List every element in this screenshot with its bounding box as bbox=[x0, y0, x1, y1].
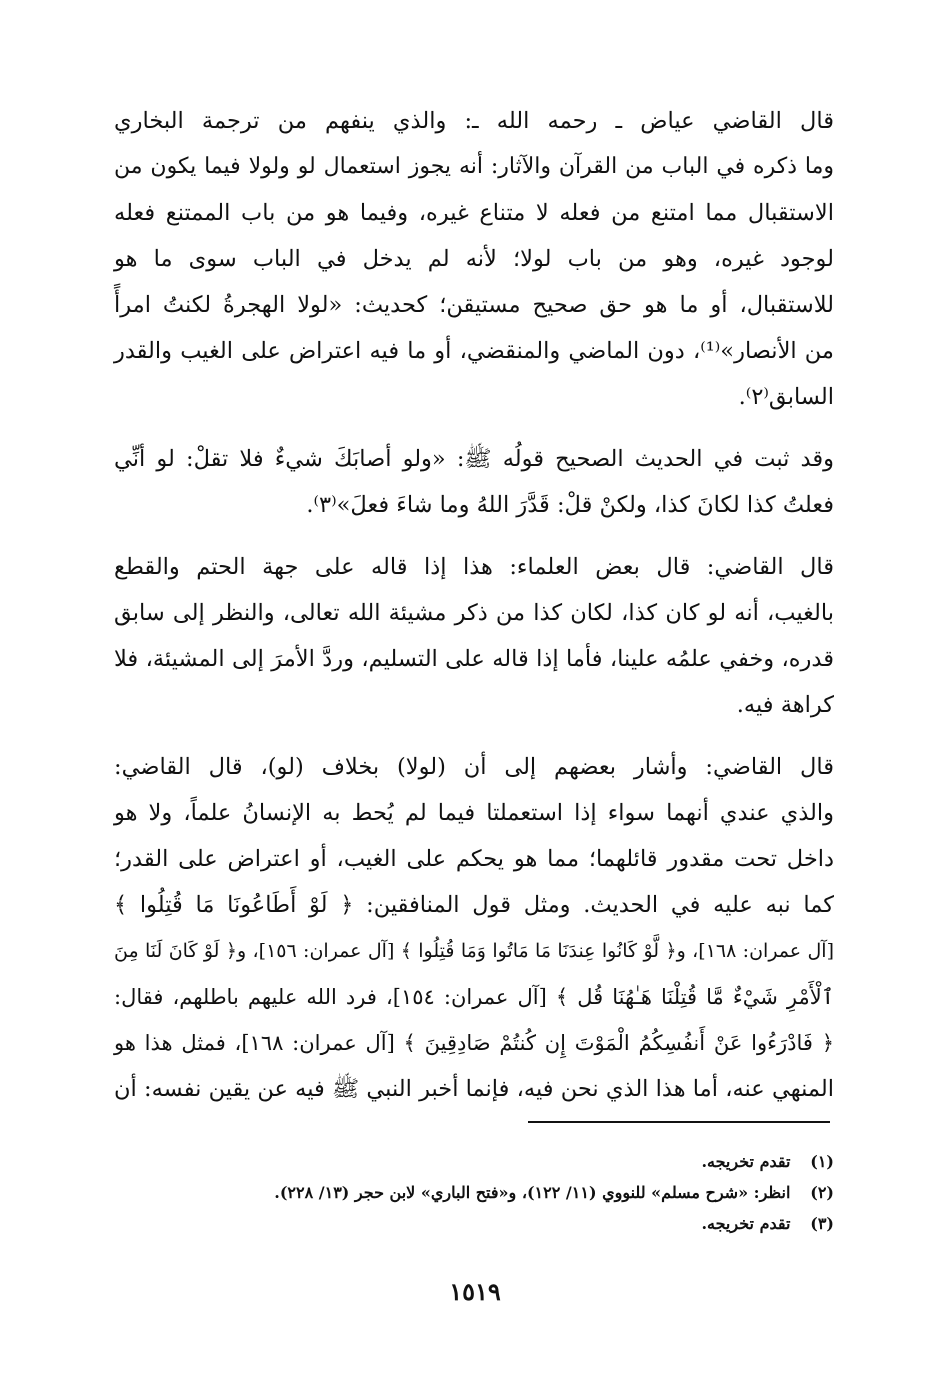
text-line: ٱلْأَمْرِ شَيْءٌ مَّا قُتِلْنَا هَـٰهُنَا قُل ﴾ [آل عمران: ١٥٤]، فرد الله عليهم باطلهم، فقال: bbox=[114, 985, 834, 1009]
text-line: كراهة فيه. bbox=[736, 692, 834, 718]
text-line: والذي عندي أنهما سواء إذا استعملتا فيما لم يُحط به الإنسانُ علماً، ولا هو bbox=[114, 800, 834, 826]
footnote-number: (١) bbox=[810, 1152, 834, 1171]
paragraph-1 bbox=[114, 98, 834, 420]
footnotes bbox=[114, 1146, 834, 1239]
footnote-divider bbox=[528, 1121, 830, 1123]
footnote-text: تقدم تخريجه. bbox=[701, 1214, 791, 1233]
footnote-number: (٢) bbox=[810, 1183, 834, 1202]
text-line: السابق⁽٢⁾. bbox=[738, 384, 834, 410]
main-text bbox=[114, 98, 834, 1128]
text-line: الاستقبال مما امتنع من فعله لا متناع غيره، وفيما هو من باب الممتنع فعله bbox=[114, 200, 834, 226]
text-line: من الأنصار»⁽¹⁾، دون الماضي والمنقضي، أو ما فيه اعتراض على الغيب والقدر bbox=[114, 338, 834, 364]
footnote-text: تقدم تخريجه. bbox=[701, 1152, 791, 1171]
text-line: لوجود غيره، وهو من باب لولا؛ لأنه لم يدخل في الباب سوى ما هو bbox=[114, 246, 834, 272]
text-line: بالغيب، أنه لو كان كذا، لكان كذا من ذكر مشيئة الله تعالى، والنظر إلى سابق bbox=[114, 600, 834, 626]
text-line: ﴿ فَادْرَءُوا عَنْ أَنفُسِكُمُ الْمَوْتَ إِن كُنتُمْ صَادِقِينَ ﴾ [آل عمران: ١٦٨]، فمثل هذا هو bbox=[114, 1031, 835, 1055]
text-line: داخل تحت مقدور قائلهما؛ مما هو يحكم على الغيب، أو اعتراض على القدر؛ bbox=[114, 846, 834, 872]
text-line: المنهي عنه، أما هذا الذي نحن فيه، فإنما أخبر النبي ﷺ فيه عن يقين نفسه: أن bbox=[114, 1076, 834, 1102]
text-line: كما نبه عليه في الحديث. ومثل قول المنافقين: ﴿ لَوْ أَطَاعُونَا مَا قُتِلُوا ﴾ bbox=[114, 892, 834, 918]
text-line: وما ذكره في الباب من القرآن والآثار: أنه يجوز استعمال لو ولولا فيما يكون من bbox=[114, 154, 834, 179]
paragraph-3 bbox=[114, 544, 834, 728]
footnote-1 bbox=[114, 1146, 834, 1177]
text-line: وقد ثبت في الحديث الصحيح قولُه ﷺ: «ولو أصابَكَ شيءٌ فلا تقلْ: لو أنِّي bbox=[114, 446, 834, 472]
text-line: قال القاضي: وأشار بعضهم إلى أن (لولا) بخلاف (لو)، قال القاضي: bbox=[114, 754, 834, 780]
text-line: [آل عمران: ١٦٨]، و﴿ لَّوْ كَانُوا عِندَنَا مَا مَاتُوا وَمَا قُتِلُوا ﴾ [آل عمران: ١٥٦]، و﴿ لَوْ كَانَ لَنَا مِنَ bbox=[114, 940, 834, 962]
paragraph-4 bbox=[114, 744, 834, 1112]
footnote-number: (٣) bbox=[810, 1214, 834, 1233]
text-line: فعلتُ كذا لكانَ كذا، ولكنْ قلْ: قَدَّرَ اللهُ وما شاءَ فعلَ»⁽٣⁾. bbox=[306, 492, 834, 518]
footnote-text: انظر: «شرح مسلم» للنووي (١١/ ١٢٢)، و«فتح الباري» لابن حجر (١٣/ ٢٢٨). bbox=[274, 1183, 791, 1202]
text-line: قال القاضي عياض ـ رحمه الله ـ: والذي ينفهم من ترجمة البخاري bbox=[114, 108, 834, 134]
footnote-2 bbox=[114, 1177, 834, 1208]
text-line: قال القاضي: قال بعض العلماء: هذا إذا قاله على جهة الحتم والقطع bbox=[114, 554, 834, 580]
text-line: قدره، وخفي علمُه علينا، فأما إذا قاله على التسليم، وردَّ الأمرَ إلى المشيئة، فلا bbox=[114, 646, 834, 672]
paragraph-2 bbox=[114, 436, 834, 528]
footnote-3 bbox=[114, 1208, 834, 1239]
text-line: للاستقبال، أو ما هو حق صحيح مستيقن؛ كحديث: «لولا الهجرةُ لكنتُ امرأً bbox=[114, 292, 834, 318]
page-number: ١٥١٩ bbox=[449, 1277, 501, 1306]
